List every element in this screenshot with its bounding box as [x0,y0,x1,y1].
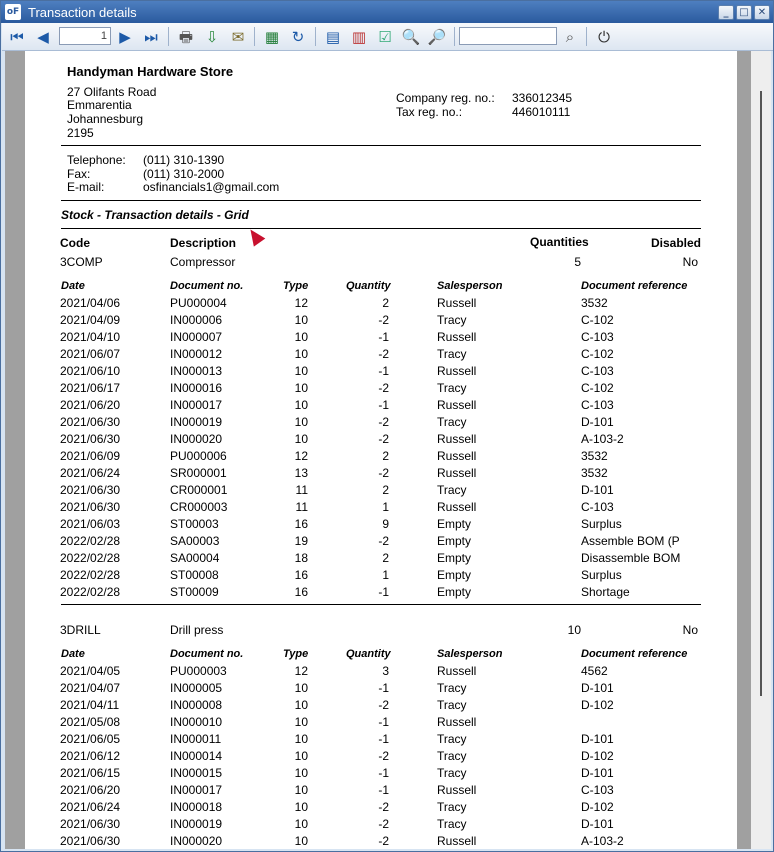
disabled-header: Disabled [651,236,702,250]
row-quantity: -1 [378,330,389,344]
item-code: 3DRILL [60,623,101,637]
row-type: 10 [294,698,308,712]
title-bar [1,1,773,23]
row-doc-ref: 3532 [581,449,608,463]
row-quantity: 3 [382,664,389,678]
row-doc-no: CR000003 [170,500,228,514]
row-type: 10 [294,381,308,395]
row-date: 2021/06/24 [60,800,121,814]
row-type: 10 [294,766,308,780]
row-doc-ref: D-101 [581,732,614,746]
row-quantity: 2 [382,483,389,497]
row-type: 10 [294,749,308,763]
row-salesperson: Tracy [437,766,467,780]
item-disabled: No [682,623,698,637]
power-icon[interactable]: ⏻ [598,28,610,46]
row-salesperson: Russell [437,330,477,344]
row-doc-no: IN000017 [170,398,223,412]
row-salesperson: Empty [437,517,472,531]
row-type: 12 [294,449,308,463]
row-doc-ref: D-101 [581,483,614,497]
row-date: 2021/04/11 [60,698,120,712]
row-doc-ref: D-102 [581,698,614,712]
date-header: Date [61,280,85,292]
row-type: 10 [294,398,308,412]
row-type: 11 [295,483,308,497]
row-type: 10 [294,800,308,814]
row-salesperson: Tracy [437,698,467,712]
type-header: Type [283,648,309,660]
code-header: Code [60,236,90,250]
item-description: Compressor [170,255,236,269]
row-salesperson: Russell [437,834,477,848]
row-date: 2021/04/07 [60,681,121,695]
row-doc-no: PU000004 [170,296,227,310]
divider [61,145,701,146]
divider [61,228,701,229]
row-doc-no: IN000012 [170,347,223,361]
row-type: 19 [294,534,308,548]
fax-label: Fax: [67,167,91,181]
row-salesperson: Tracy [437,681,467,695]
row-date: 2021/06/30 [60,432,121,446]
row-quantity: 2 [382,296,389,310]
row-doc-no: IN000015 [170,766,223,780]
export-icon[interactable]: ⇩ [205,28,219,46]
row-salesperson: Tracy [437,415,467,429]
row-doc-no: PU000006 [170,449,227,463]
row-doc-no: IN000019 [170,415,223,429]
item-code: 3COMP [60,255,103,269]
row-salesperson: Tracy [437,483,467,497]
row-doc-no: IN000018 [170,800,223,814]
row-salesperson: Tracy [437,800,467,814]
report-margin-right [737,51,751,849]
email-label: E-mail: [67,180,105,194]
row-date: 2021/06/30 [60,415,121,429]
row-quantity: 1 [382,500,389,514]
row-quantity: -1 [378,715,389,729]
row-type: 13 [294,466,308,480]
row-doc-no: IN000005 [170,681,223,695]
row-type: 11 [295,500,308,514]
row-doc-ref: A-103-2 [581,834,624,848]
row-date: 2021/05/08 [60,715,121,729]
row-doc-ref: A-103-2 [581,432,624,446]
row-type: 10 [294,817,308,831]
toolbar-separator [315,27,316,46]
row-date: 2021/06/05 [60,732,121,746]
row-quantity: -1 [378,783,389,797]
row-type: 10 [294,732,308,746]
row-salesperson: Russell [437,449,477,463]
row-doc-no: IN000006 [170,313,223,327]
row-date: 2022/02/28 [60,568,121,582]
row-quantity: -1 [378,732,389,746]
row-doc-ref: D-101 [581,817,614,831]
row-doc-no: CR000001 [170,483,228,497]
row-salesperson: Empty [437,585,472,599]
first-page-icon[interactable]: ⏮ [10,28,24,46]
search-icon[interactable]: ⌕ [565,28,575,46]
row-salesperson: Tracy [437,347,467,361]
divider [61,200,701,201]
row-doc-ref: C-103 [581,783,614,797]
row-salesperson: Tracy [437,817,467,831]
toolbar-separator [168,27,169,46]
scrollbar-thumb[interactable] [760,91,762,696]
row-date: 2021/06/30 [60,817,121,831]
address-line: Johannesburg [67,112,144,126]
row-salesperson: Empty [437,551,472,565]
row-salesperson: Russell [437,500,477,514]
row-quantity: -2 [378,834,389,848]
row-doc-ref: D-102 [581,749,614,763]
row-quantity: -2 [378,466,389,480]
row-doc-ref: C-103 [581,500,614,514]
row-doc-ref: 3532 [581,296,608,310]
row-quantity: 9 [382,517,389,531]
page-number-input[interactable]: 1 [59,27,111,45]
row-doc-no: IN000010 [170,715,223,729]
company-reg-value: 336012345 [512,91,573,105]
email-value: osfinancials1@gmail.com [143,180,280,194]
row-doc-no: IN000020 [170,834,223,848]
row-salesperson: Russell [437,664,477,678]
row-salesperson: Russell [437,296,477,310]
row-doc-ref: C-103 [581,330,614,344]
row-doc-ref: D-102 [581,800,614,814]
row-quantity: 2 [382,449,389,463]
telephone-value: (011) 310-1390 [143,153,225,167]
row-date: 2021/06/15 [60,766,121,780]
row-quantity: -2 [378,800,389,814]
row-date: 2021/06/07 [60,347,121,361]
quantity-header: Quantity [346,280,391,292]
close-button[interactable]: ✕ [754,5,770,20]
window-title: Transaction details [28,5,137,20]
app-icon: oF [5,4,21,20]
address-line: 2195 [67,126,94,140]
salesperson-header: Salesperson [437,280,503,292]
row-date: 2021/04/05 [60,664,121,678]
row-salesperson: Tracy [437,749,467,763]
excel-icon[interactable]: ▦ [264,28,280,46]
toolbar-separator [454,27,455,46]
row-date: 2021/06/30 [60,500,121,514]
row-doc-ref: C-102 [581,347,614,361]
row-date: 2021/06/10 [60,364,121,378]
row-type: 16 [294,585,308,599]
row-salesperson: Russell [437,398,477,412]
row-doc-no: IN000019 [170,817,223,831]
doc-ref-header: Document reference [581,648,688,660]
address-line: Emmarentia [67,98,132,112]
toolbar [2,23,773,51]
row-doc-ref: Shortage [581,585,630,599]
row-doc-no: IN000007 [170,330,223,344]
row-doc-ref: C-102 [581,381,614,395]
row-type: 18 [294,551,308,565]
report-page [25,51,737,849]
row-date: 2021/04/10 [60,330,121,344]
row-doc-ref: C-103 [581,364,614,378]
minimize-button[interactable]: _ [718,5,734,20]
row-doc-ref: C-102 [581,313,614,327]
doc-ref-header: Document reference [581,280,688,292]
type-header: Type [283,280,309,292]
row-quantity: -2 [378,817,389,831]
page-setup-icon[interactable]: ▤ [325,28,341,46]
margins-icon[interactable]: ▥ [351,28,367,46]
row-quantity: -2 [378,749,389,763]
tax-reg-label: Tax reg. no.: [396,105,463,119]
row-type: 10 [294,715,308,729]
row-salesperson: Tracy [437,313,467,327]
row-date: 2021/06/30 [60,483,121,497]
row-date: 2022/02/28 [60,551,121,565]
row-date: 2021/06/30 [60,834,121,848]
row-date: 2021/06/03 [60,517,121,531]
row-quantity: -2 [378,313,389,327]
check-icon[interactable]: ☑ [378,28,392,46]
date-header: Date [61,648,85,660]
row-date: 2021/06/09 [60,449,121,463]
email-icon[interactable]: ✉ [231,28,245,46]
row-doc-no: IN000011 [170,732,222,746]
row-doc-no: IN000017 [170,783,223,797]
row-date: 2022/02/28 [60,585,121,599]
row-doc-no: IN000014 [170,749,223,763]
row-salesperson: Russell [437,783,477,797]
row-quantity: -2 [378,432,389,446]
row-doc-ref: 3532 [581,466,608,480]
doc-no-header: Document no. [170,280,244,292]
search-input[interactable] [459,27,557,45]
row-doc-no: IN000016 [170,381,223,395]
quantity-header: Quantity [346,648,391,660]
row-type: 10 [294,783,308,797]
row-quantity: -2 [378,698,389,712]
refresh-icon[interactable]: ↻ [291,28,305,46]
row-salesperson: Empty [437,568,472,582]
divider [61,604,701,605]
row-doc-ref: D-101 [581,766,614,780]
next-page-icon[interactable]: ▶ [119,28,131,46]
report-title: Stock - Transaction details - Grid [61,208,249,222]
row-date: 2021/06/20 [60,398,121,412]
row-doc-ref: D-101 [581,415,614,429]
row-doc-ref: Disassemble BOM [581,551,681,565]
row-salesperson: Tracy [437,381,467,395]
toolbar-separator [586,27,587,46]
row-quantity: -1 [378,585,389,599]
row-type: 10 [294,681,308,695]
row-doc-no: IN000008 [170,698,223,712]
row-doc-no: ST00003 [170,517,219,531]
row-quantity: -2 [378,534,389,548]
report-margin-left [5,51,25,849]
row-doc-ref: Assemble BOM (P [581,534,680,548]
row-type: 10 [294,313,308,327]
row-type: 10 [294,834,308,848]
row-doc-no: SA00003 [170,534,220,548]
row-type: 16 [294,568,308,582]
maximize-button[interactable]: □ [736,5,752,20]
company-reg-label: Company reg. no.: [396,91,495,105]
row-quantity: -1 [378,398,389,412]
row-salesperson: Tracy [437,732,467,746]
print-icon[interactable]: 🖶 [178,28,194,46]
row-doc-no: SA00004 [170,551,220,565]
last-page-icon[interactable]: ⏭ [144,28,158,46]
row-doc-ref: 4562 [581,664,608,678]
row-doc-ref: Surplus [581,517,622,531]
row-date: 2021/06/24 [60,466,121,480]
row-date: 2021/06/17 [60,381,121,395]
row-type: 10 [294,364,308,378]
row-quantity: -2 [378,415,389,429]
company-name: Handyman Hardware Store [67,64,234,79]
row-doc-ref: Surplus [581,568,622,582]
row-type: 12 [294,664,308,678]
row-salesperson: Russell [437,715,477,729]
zoom-out-icon[interactable]: 🔍 [401,28,421,46]
row-doc-no: IN000013 [170,364,223,378]
row-date: 2021/06/20 [60,783,121,797]
row-type: 12 [294,296,308,310]
row-doc-ref: D-101 [581,681,614,695]
item-quantity: 10 [567,623,581,637]
row-quantity: -2 [378,347,389,361]
tax-reg-value: 446010111 [512,105,571,119]
row-quantity: -1 [378,681,389,695]
row-quantity: -2 [378,381,389,395]
zoom-in-icon[interactable]: 🔎 [427,28,447,46]
row-date: 2021/06/12 [60,749,121,763]
salesperson-header: Salesperson [437,648,503,660]
row-type: 10 [294,415,308,429]
row-doc-no: PU000003 [170,664,227,678]
row-salesperson: Empty [437,534,472,548]
row-salesperson: Russell [437,364,477,378]
telephone-label: Telephone: [67,153,126,167]
row-salesperson: Russell [437,432,477,446]
row-salesperson: Russell [437,466,477,480]
row-type: 10 [294,432,308,446]
row-date: 2021/04/06 [60,296,121,310]
doc-no-header: Document no. [170,648,244,660]
row-date: 2022/02/28 [60,534,121,548]
row-doc-no: SR000001 [170,466,227,480]
row-quantity: -1 [378,766,389,780]
row-quantity: 1 [382,568,389,582]
row-doc-no: IN000020 [170,432,223,446]
row-quantity: 2 [382,551,389,565]
address-line: 27 Olifants Road [67,85,157,99]
description-header: Description [170,236,237,250]
row-type: 10 [294,330,308,344]
item-disabled: No [682,255,698,269]
prev-page-icon[interactable]: ◀ [37,28,49,46]
row-doc-ref: C-103 [581,398,614,412]
toolbar-separator [254,27,255,46]
row-type: 16 [294,517,308,531]
item-description: Drill press [170,623,224,637]
row-date: 2021/04/09 [60,313,121,327]
row-doc-no: ST00008 [170,568,219,582]
row-quantity: -1 [378,364,389,378]
item-quantity: 5 [574,255,581,269]
row-doc-no: ST00009 [170,585,219,599]
row-type: 10 [294,347,308,361]
fax-value: (011) 310-2000 [143,167,225,181]
quantities-header: Quantities [530,235,589,249]
